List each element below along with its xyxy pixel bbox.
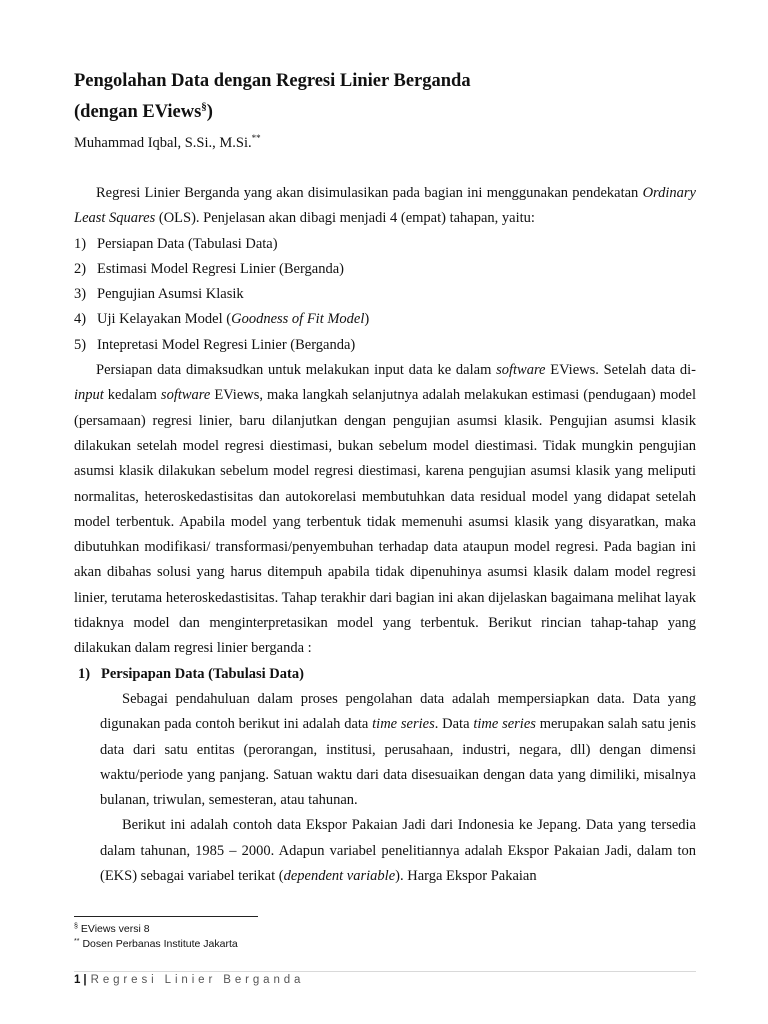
list-item: 4) Uji Kelayakan Model (Goodness of Fit Model) [74, 311, 370, 328]
footnote: ** Dosen Perbanas Institute Jakarta [74, 938, 238, 950]
page-footer [74, 974, 304, 986]
document-title [74, 70, 714, 92]
list-item: 5) Intepretasi Model Regresi Linier (Berganda) [74, 336, 356, 353]
title-line-1: Pengolahan Data dengan Regresi Linier Berganda [74, 71, 471, 91]
footnote-separator [74, 916, 258, 917]
footnote: § EViews versi 8 [74, 923, 150, 935]
footnotes [74, 922, 238, 952]
list-item: 1) Persiapan Data (Tabulasi Data) [74, 235, 278, 252]
intro-paragraph: Regresi Linier Berganda yang akan disimulasikan pada bagian ini menggunakan pendekatan Ordinary Least Squares (OLS). Penjelasan akan dibagi menjadi 4 (empat) tahapan, yaitu: [74, 185, 696, 227]
document-body [74, 181, 696, 889]
body-paragraph: Persiapan data dimaksudkan untuk melakukan input data ke dalam software EViews. Setelah data di-input kedalam software EViews, maka langkah selanjutnya adalah melakukan estimasi (pendugaan) model (persamaan) regresi linier, baru dilanjutkan dengan pengujian asumsi klasik. Pengujian asumsi klasik dilakukan setelah model regresi diestimasi, bukan sebelum model diestimasi. Tidak mungkin pengujian asumsi klasik dilakukan sebelum model regresi diestimasi, karena pengujian asumsi klasik yang meliputi normalitas, heteroskedastisitas dan autokorelasi membutuhkan data residual model yang didapat setelah model terbentuk. Apabila model yang terbentuk tidak memenuhi asumsi klasik yang disyaratkan, maka dibutuhkan modifikasi/ transformasi/penyembuhan terhadap data ataupun model regresi. Pada bagian ini akan dibahas solusi yang harus ditempuh apabila tidak dipenuhinya asumsi klasik dalam model regresi linier, terutama heteroskedastisitas. Tahap terakhir dari bagian ini akan dijelaskan bagaimana melihat layak tidaknya model dan menginterpretasikan model yang terbentuk. Berikut rincian tahap-tahap yang dilakukan dalam regresi linier berganda : [74, 362, 696, 657]
running-title: Regresi Linier Berganda [90, 974, 305, 986]
footnote-ref-section[interactable]: § [201, 101, 207, 113]
section-heading: 1) Persipapan Data (Tabulasi Data) [78, 665, 304, 682]
body-paragraph: Berikut ini adalah contoh data Ekspor Pakaian Jadi dari Indonesia ke Jepang. Data yang tersedia dalam tahunan, 1985 – 2000. Adapun variabel penelitiannya adalah Ekspor Pakaian Jadi, dalam ton (EKS) sebagai variabel terikat (dependent variable). Harga Ekspor Pakaian [100, 817, 696, 885]
footnote-ref-author[interactable]: ** [251, 133, 261, 143]
footer-separator: | [83, 974, 87, 986]
footer-divider [74, 971, 696, 972]
page-number: 1 [74, 974, 81, 986]
list-item: 3) Pengujian Asumsi Klasik [74, 286, 244, 303]
steps-list [74, 232, 696, 358]
document-subtitle: (dengan EViews§) [74, 101, 213, 122]
author-line [74, 135, 261, 152]
body-paragraph: Sebagai pendahuluan dalam proses pengolahan data adalah mempersiapkan data. Data yang digunakan pada contoh berikut ini adalah data time series. Data time series merupakan salah satu jenis data dari satu entitas (perorangan, institusi, perusahaan, industri, negara, dll) dengan dimensi waktu/periode yang panjang. Satuan waktu dari data disesuaikan dengan data yang dimiliki, misalnya bulanan, triwulan, semesteran, atau tahunan. [100, 690, 697, 809]
author-name: Muhammad Iqbal, S.Si., M.Si. [74, 135, 252, 151]
list-item: 2) Estimasi Model Regresi Linier (Berganda) [74, 260, 344, 277]
section-body [74, 687, 696, 889]
